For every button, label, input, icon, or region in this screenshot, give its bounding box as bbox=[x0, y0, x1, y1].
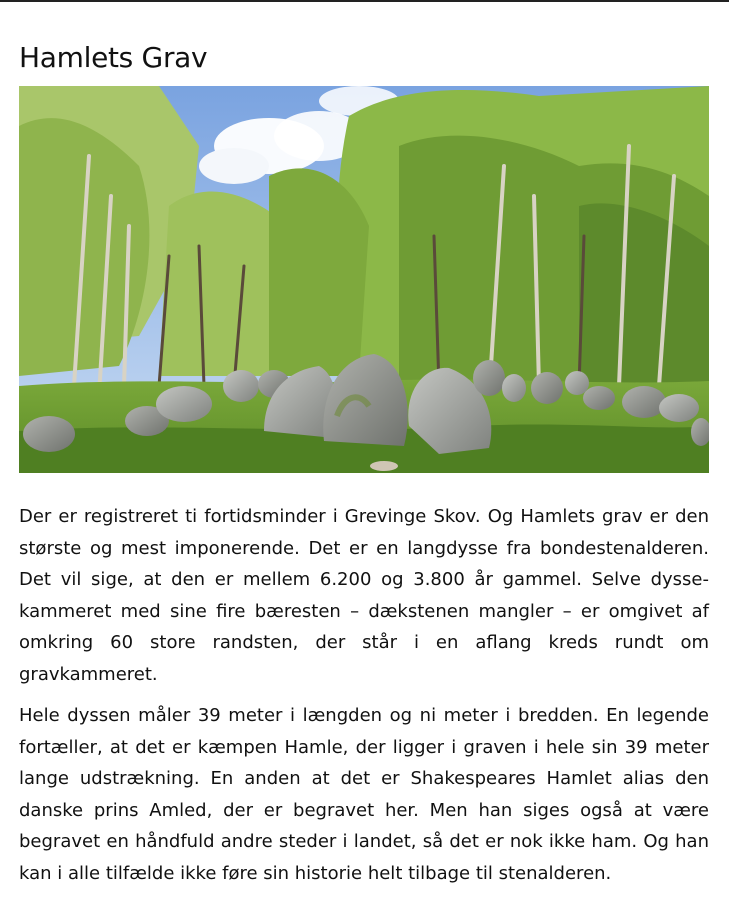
paragraph: Hele dyssen måler 39 meter i længden og ni meter i bredden. En legende fortæller, at det er kæmpen Hamle, der ligger i graven i hele sin 39 meter lange udstrækning. En anden at det er Shakespeares Hamlet alias den danske prins Amled, der er begravet her. Men han siges også at være begravet en håndfuld andre steder i landet, så det er nok ikke ham. Og han kan i alle tilfælde ikke føre sin historie helt tilbage til stenalderen. bbox=[19, 705, 709, 884]
top-divider bbox=[0, 0, 729, 2]
page-title: Hamlets Grav bbox=[19, 41, 208, 74]
dolmen-photo bbox=[19, 86, 709, 473]
article-body bbox=[19, 501, 709, 889]
article bbox=[19, 36, 709, 899]
dolmen-photo-icon bbox=[19, 86, 709, 473]
paragraph: Der er registreret ti fortidsminder i Grevinge Skov. Og Hamlets grav er den største og mest imponerende. Det er en langdysse fra bondestenalderen. Det vil sige, at den er mellem 6.200 og 3.800 år gammel. Selve dysse-kammeret med sine fire bæresten – dækstenen mangler – er omgivet af omkring 60 store randsten, der står i en aflang kreds rundt om gravkammeret. bbox=[19, 506, 709, 685]
